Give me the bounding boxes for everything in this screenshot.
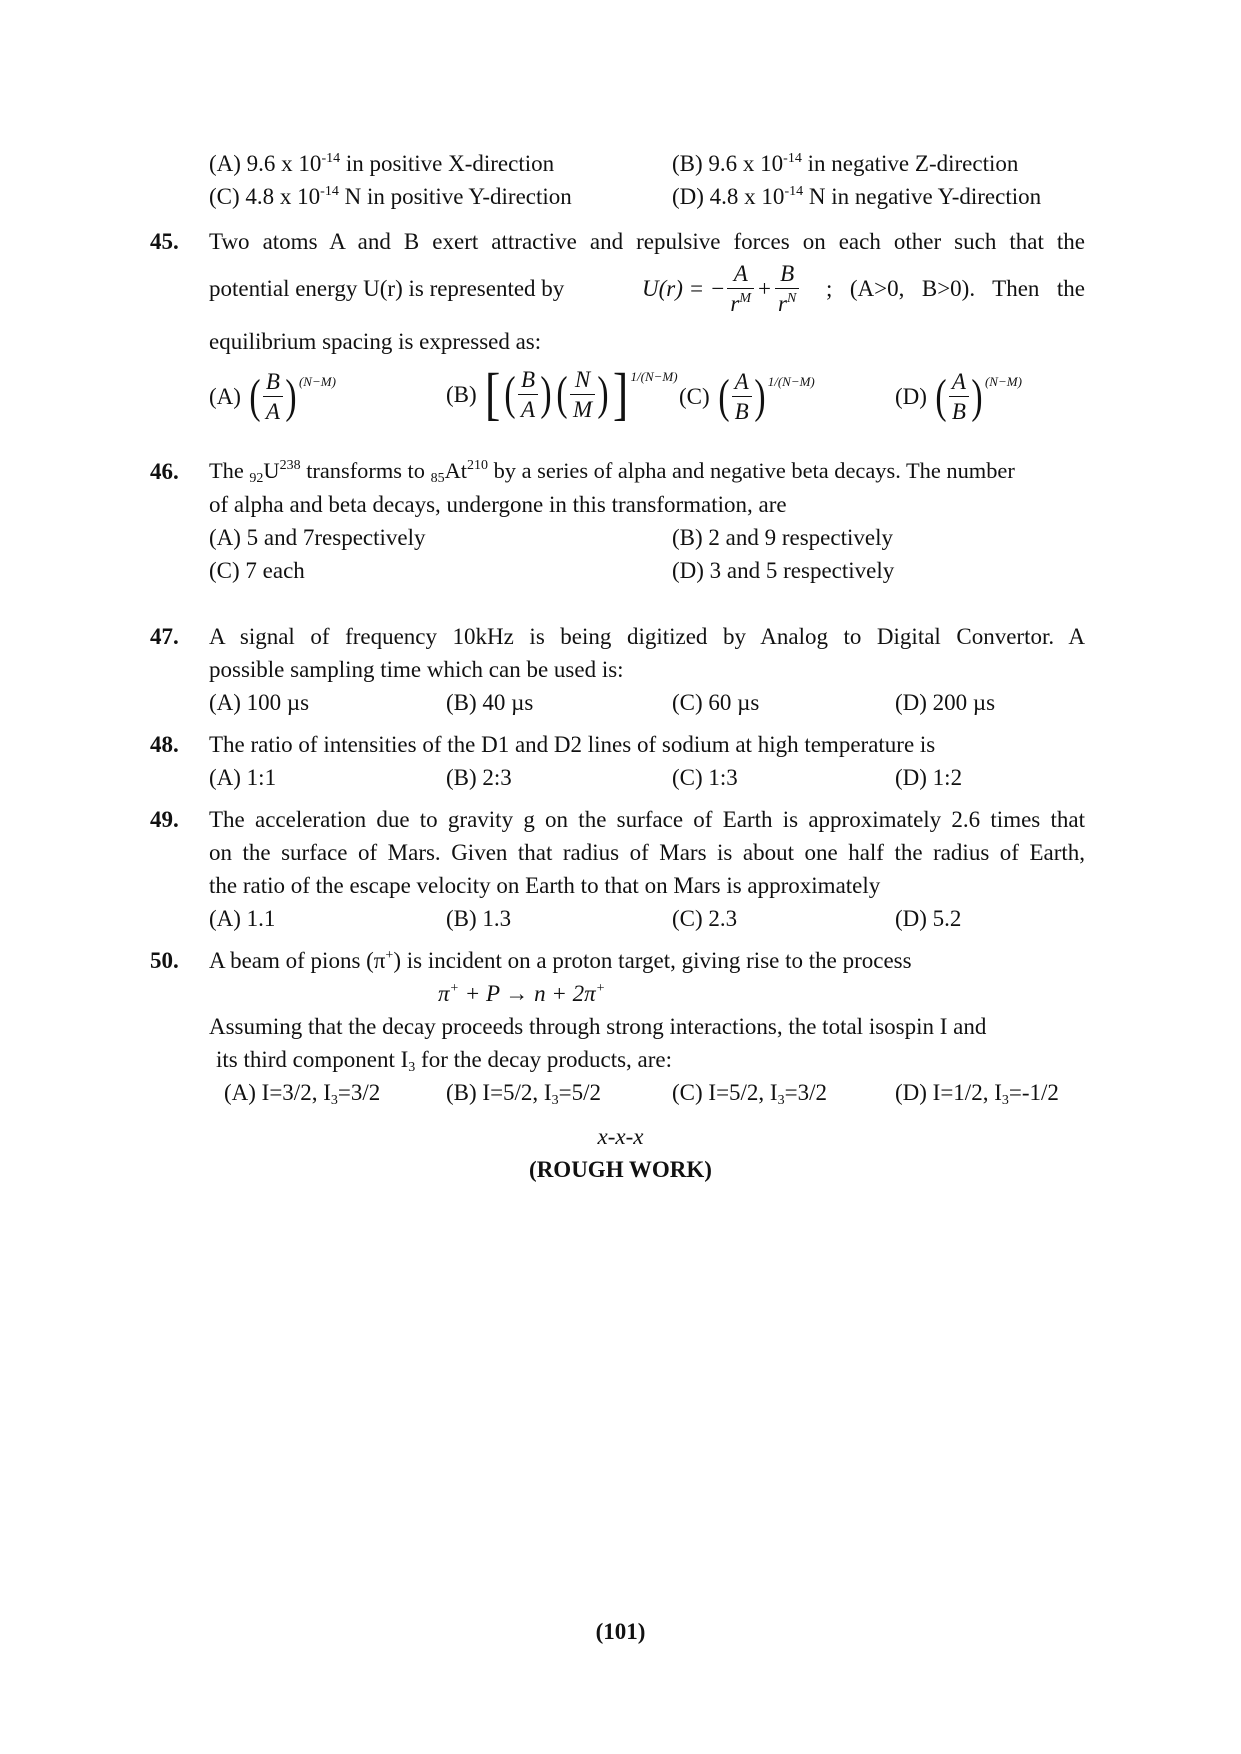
question-number: 47. [150, 624, 179, 649]
close-paren: ) [754, 369, 766, 423]
question-number: 50. [150, 948, 179, 973]
numerator: B [263, 370, 283, 397]
numerator: A [949, 370, 969, 397]
option-label: (D) [895, 384, 927, 409]
open-paren: ( [504, 367, 516, 420]
fraction [263, 370, 283, 423]
eq-fraction-2 [775, 262, 799, 315]
eq-fraction-1 [727, 262, 754, 315]
denominator: B [951, 399, 966, 424]
q47-line-1: A signal of frequency 10kHz is being digitized by Analog to Digital Convertor. A [209, 624, 1085, 649]
q45-option-a [209, 370, 336, 423]
q49-option-d: (D) 5.2 [895, 906, 962, 931]
denominator: B [734, 399, 749, 424]
q49-option-b: (B) 1.3 [446, 906, 512, 931]
question-number: 49. [150, 807, 179, 832]
q48-line-1: The ratio of intensities of the D1 and D2 lines of sodium at high temperature is [209, 732, 936, 757]
q46-line-1: The $_{92}U^{238}$ transforms to $_{85}At^{210}$ by a series of alpha and negative beta decays. The number [209, 458, 1015, 486]
q50-line-3: Assuming that the decay proceeds through strong interactions, the total isospin I and [209, 1014, 987, 1039]
q47-option-b: (B) 40 µs [446, 690, 534, 715]
q49-option-c: (C) 2.3 [672, 906, 738, 931]
q46-option-d: (D) 3 and 5 respectively [672, 558, 895, 583]
q44-option-b: (B) 9.6 x $10^{-14}$ in negative Z-direction [672, 151, 1019, 176]
open-paren: ( [718, 369, 730, 423]
q45-option-d [895, 370, 1022, 423]
q47-line-2: possible sampling time which can be used is: [209, 657, 624, 682]
exponent: (N−M) [984, 374, 1022, 389]
q46-option-b: (B) 2 and 9 respectively [672, 525, 893, 550]
end-mark: x-x-x [597, 1124, 644, 1149]
numerator: B [518, 368, 538, 395]
fraction [570, 368, 595, 421]
denominator: A [265, 399, 280, 424]
close-bracket: ] [613, 361, 629, 426]
open-paren: ( [935, 369, 947, 423]
open-bracket: [ [484, 361, 501, 426]
q44-option-a: (A) 9.6 x $10^{-14}$ in positive X-direction [209, 151, 555, 176]
question-number: 48. [150, 732, 179, 757]
exponent: (N−M) [298, 374, 336, 389]
q45-option-c [679, 370, 815, 423]
denominator: A [520, 396, 536, 422]
eq-num-2: B [775, 262, 799, 289]
exponent: 1/(N−M) [630, 368, 678, 384]
q50-option-a: (A) I=3/2, $I_3=3/2$ [224, 1080, 381, 1108]
q50-option-d: (D) I=1/2, $I_3=-1/2$ [895, 1080, 1059, 1108]
fraction [732, 370, 752, 423]
q47-option-a: (A) 100 µs [209, 690, 310, 715]
q48-option-a: (A) 1:1 [209, 765, 277, 790]
numerator: A [732, 370, 752, 397]
option-label: (B) [446, 381, 477, 407]
q48-option-d: (D) 1:2 [895, 765, 963, 790]
eq-den-1: r [730, 291, 740, 316]
q45-line-2-start: potential energy U(r) is represented by [209, 276, 565, 301]
q50-line-1: A beam of pions (π+) is incident on a proton target, giving rise to the process [209, 948, 912, 973]
q44-option-c: (C) 4.8 x $10^{-14}$ N in positive Y-direction [209, 184, 572, 209]
q45-option-b [446, 361, 678, 426]
close-paren: ) [540, 367, 552, 420]
question-number: 45. [150, 229, 179, 254]
q45-line-2-end: ; (A>0, B>0). Then the [826, 276, 1085, 301]
open-paren: ( [249, 369, 261, 423]
close-paren: ) [285, 369, 297, 423]
eq-den-2-exp: N [786, 291, 797, 306]
q46-option-a: (A) 5 and 7respectively [209, 525, 426, 550]
q45-line-3: equilibrium spacing is expressed as: [209, 329, 542, 354]
q46-line-2: of alpha and beta decays, undergone in this transformation, are [209, 492, 787, 517]
exponent: 1/(N−M) [767, 374, 815, 389]
q49-line-3: the ratio of the escape velocity on Earth to that on Mars is approximately [209, 873, 881, 898]
option-label: (C) [679, 384, 710, 409]
numerator: N [570, 368, 595, 395]
q48-option-b: (B) 2:3 [446, 765, 512, 790]
q48-option-c: (C) 1:3 [672, 765, 738, 790]
q45-line-1: Two atoms A and B exert attractive and repulsive forces on each other such that the [209, 229, 1085, 254]
fraction [949, 370, 969, 423]
open-paren: ( [556, 367, 568, 420]
close-paren: ) [971, 369, 983, 423]
q50-option-c: (C) I=5/2, $I_3=3/2$ [672, 1080, 827, 1108]
rough-work-heading: (ROUGH WORK) [529, 1157, 712, 1182]
eq-plus: + [758, 276, 772, 301]
eq-lhs: U(r) = − [642, 276, 726, 301]
q50-reaction-equation: π+ + P → n + 2π+ [438, 981, 606, 1006]
q50-option-b: (B) I=5/2, $I_3=5/2$ [446, 1080, 601, 1108]
question-number: 46. [150, 459, 179, 484]
denominator: M [573, 396, 593, 422]
eq-num-1: A [727, 262, 754, 289]
q44-option-d: (D) 4.8 x $10^{-14}$ N in negative Y-direction [672, 184, 1042, 209]
q45-potential-equation [642, 262, 799, 315]
q47-option-d: (D) 200 µs [895, 690, 996, 715]
q49-line-1: The acceleration due to gravity g on the surface of Earth is approximately 2.6 times that [209, 807, 1085, 832]
q49-option-a: (A) 1.1 [209, 906, 276, 931]
eq-den-2: r [778, 291, 787, 316]
eq-den-1-exp: M [739, 291, 752, 306]
q47-option-c: (C) 60 µs [672, 690, 760, 715]
page-number: (101) [595, 1619, 646, 1644]
q50-line-4: its third component $I_3$ for the decay products, are: [216, 1047, 672, 1075]
fraction [518, 368, 538, 421]
q49-line-2: on the surface of Mars. Given that radius of Mars is about one half the radius of Earth, [209, 840, 1085, 865]
q46-option-c: (C) 7 each [209, 558, 305, 583]
close-paren: ) [597, 367, 609, 420]
option-label: (A) [209, 384, 241, 409]
